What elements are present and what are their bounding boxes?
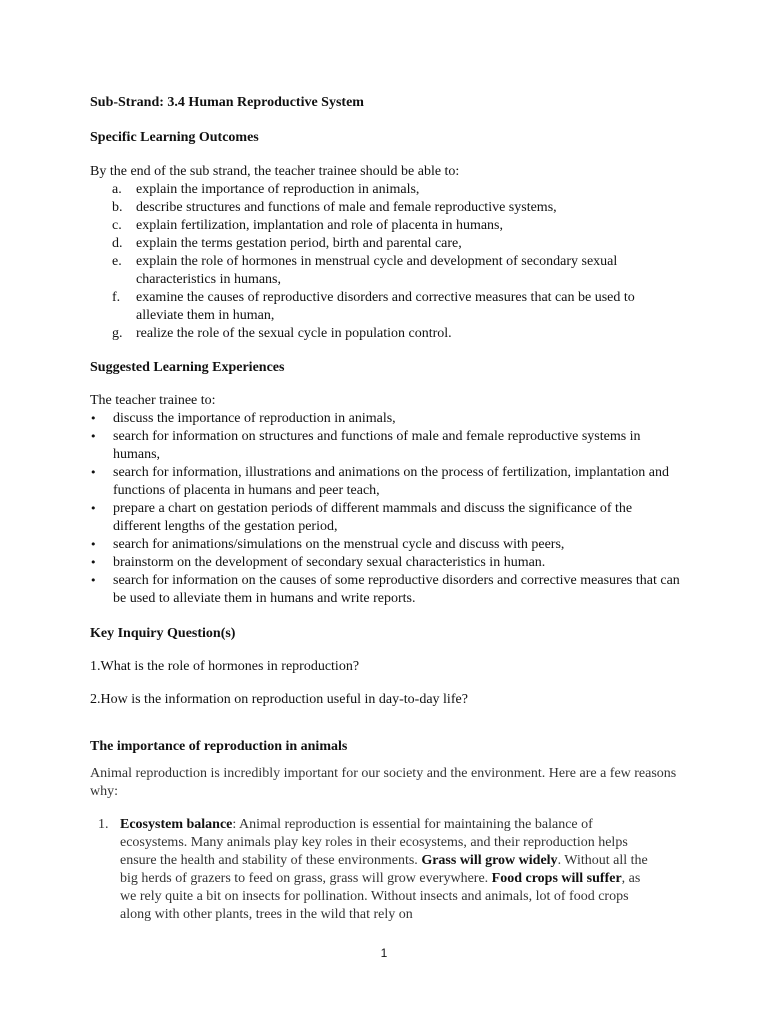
list-item: [112, 253, 672, 289]
list-item-text: brainstorm on the development of secondary sexual characteristics in human.: [113, 555, 546, 570]
list-item-text: prepare a chart on gestation periods of different mammals and discuss the significance of the different lengths of the gestation period,: [113, 501, 633, 534]
list-item: [98, 816, 658, 924]
list-item: [112, 325, 672, 343]
list-item: [90, 572, 680, 608]
importance-heading: The importance of reproduction in animals: [90, 739, 348, 754]
food-crops-term: Food crops will suffer: [491, 871, 622, 886]
list-item: [112, 289, 672, 325]
sub-strand-label: Sub-Strand: [90, 95, 160, 110]
ecosystem-balance-term: Ecosystem balance: [120, 817, 233, 832]
list-item-text: search for animations/simulations on the menstrual cycle and discuss with peers,: [113, 537, 565, 552]
specific-outcomes-intro: By the end of the sub strand, the teacher trainee should be able to:: [90, 164, 460, 179]
bullet-icon: •: [90, 430, 97, 443]
page-number: 1: [380, 946, 388, 960]
list-item-text: realize the role of the sexual cycle in population control.: [136, 326, 452, 341]
list-marker: e.: [112, 254, 122, 269]
bullet-icon: •: [90, 556, 97, 569]
list-marker: g.: [112, 326, 123, 341]
list-item: [112, 181, 672, 199]
learning-experiences-heading: Suggested Learning Experiences: [90, 360, 285, 375]
list-marker: b.: [112, 200, 123, 215]
grass-grow-term: Grass will grow widely: [421, 853, 558, 868]
inquiry-question-2: 2.How is the information on reproduction useful in day-to-day life?: [90, 692, 468, 707]
food-crops-text: , as we rely quite a bit on insects for pollination. Without insects and animals, lot of food crops along with other plants, trees in the wild that rely on: [120, 871, 641, 922]
bullet-icon: •: [90, 538, 97, 551]
list-item-text: search for information, illustrations and animations on the process of fertilization, implantation and functions of placenta in humans and peer teach,: [113, 465, 669, 498]
specific-outcomes-heading: Specific Learning Outcomes: [90, 130, 259, 145]
bullet-icon: •: [90, 412, 97, 425]
list-marker: d.: [112, 236, 123, 251]
list-item: [90, 428, 680, 464]
list-item-text: explain fertilization, implantation and role of placenta in humans,: [136, 218, 503, 233]
list-marker: f.: [112, 290, 121, 305]
list-item: [90, 554, 680, 572]
sub-strand-title: [90, 94, 364, 112]
list-marker: a.: [112, 182, 122, 197]
list-item: [90, 500, 680, 536]
key-inquiry-heading: Key Inquiry Question(s): [90, 626, 236, 641]
ecosystem-balance-text: : Animal reproduction is essential for maintaining the balance of ecosystems. Many animals play key roles in their ecosystems, and their reproduction helps ensure the health and stability of these environments.: [120, 817, 628, 868]
bullet-icon: •: [90, 466, 97, 479]
learning-experiences-list: [90, 410, 680, 608]
specific-outcomes-list: [112, 181, 672, 343]
list-item-text: search for information on the causes of some reproductive disorders and corrective measures that can be used to alleviate them in humans and write reports.: [113, 573, 680, 606]
list-item: [112, 235, 672, 253]
list-item: [90, 410, 680, 428]
importance-list: [98, 816, 658, 924]
list-item: [112, 217, 672, 235]
sub-strand-name: : 3.4 Human Reproductive System: [159, 95, 364, 110]
list-item-text: explain the importance of reproduction in animals,: [136, 182, 420, 197]
learning-experiences-intro: The teacher trainee to:: [90, 393, 216, 408]
list-item: [90, 536, 680, 554]
list-marker: 1.: [98, 817, 109, 832]
list-item-text: explain the role of hormones in menstrual cycle and development of secondary sexual characteristics in humans,: [136, 254, 618, 287]
list-item-text: [120, 816, 658, 924]
list-item: [112, 199, 672, 217]
list-item: [90, 464, 680, 500]
list-marker: c.: [112, 218, 122, 233]
bullet-icon: •: [90, 502, 97, 515]
list-item-text: explain the terms gestation period, birth and parental care,: [136, 236, 462, 251]
list-item-text: describe structures and functions of male and female reproductive systems,: [136, 200, 557, 215]
list-item-text: discuss the importance of reproduction in animals,: [113, 411, 396, 426]
inquiry-question-1: 1.What is the role of hormones in reproduction?: [90, 659, 360, 674]
bullet-icon: •: [90, 574, 97, 587]
importance-intro: Animal reproduction is incredibly important for our society and the environment. Here are a few reasons why:: [90, 766, 677, 799]
grass-grow-text: . Without all the big herds of grazers to feed on grass, grass will grow everywhere.: [120, 853, 648, 886]
list-item-text: examine the causes of reproductive disorders and corrective measures that can be used to alleviate them in human,: [136, 290, 635, 323]
list-item-text: search for information on structures and functions of male and female reproductive systems in humans,: [113, 429, 641, 462]
